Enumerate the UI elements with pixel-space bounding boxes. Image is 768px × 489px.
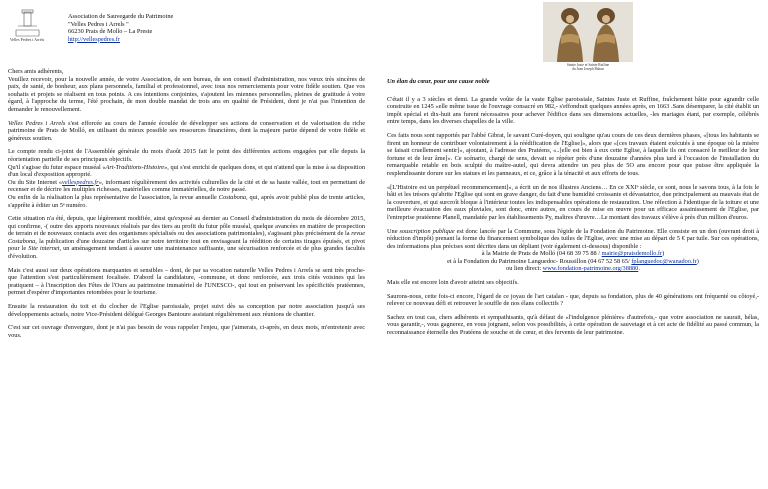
paragraph-report: Le compte rendu ci-joint de l'Assemblée générale du mois d'août 2015 fait le point des différentes actions engagées par elle depuis la réorientation partielle de ses principaux objectifs. Qu'il s'agisse du futur espace muséal «Art-Traditions-Histoire», qui s'est enrichi de quelques dons, et qui n'attend que la mise à sa disposition d'un local d'exposition approprié. Ou du Site Internet «vellespedres.fr», informant régulièrement des activités culturelles de la cité et de sa haute vallée, tout en permettant de recenser et de décrire les multiples richesses, matérielles comme immatérielles, de notre passé. Ou enfin de la réalisation la plus représentative de l'association, la revue annuelle Costabona, qui, après avoir publié plus de trente articles, s'apprête à éditer un 5ᵉ numéro. — [8, 148, 365, 209]
paragraph-history: C'était il y a 3 siècles et demi. La grande voûte de la vaste Eglise paroissiale, Saintes Juste et Ruffine, fraîchement bâtie pour agrandir celle construite en 1245 «elle même issue de l'ouvrage consacré en 982,- s'effondrait quelques années après, en 1663 .Sans désemparer, la cité établit un impôt spécial et dix-huit ans furent nécessaires pour achever l'édifice dans ses dimensions actuelles, -les mariages étant, par exemple, célébrés entre temps, dans les diverses chapelles de la ville. — [387, 95, 759, 126]
fondation-website-link[interactable]: www.fondation-patrimoine.org/38880 — [542, 265, 639, 273]
paragraph-appeal: Sachez en tout cas, chers adhérents et sympathisants, qu'à défaut de «l'indulgence plénière» d'autrefois,- que votre association ne saurait, hélas, vous garantir,-, vous gagnerez, en vous joignant, selon vos possibilités, à cette opération de sauvetage et à cet acte de fidélité au passé commun, la reconnaissance éternelle des Pratéens de souche et de cœur, et des fervents de leur patrimoine. — [387, 313, 759, 337]
left-column — [8, 68, 365, 345]
contact-mairie: à la Mairie de Prats de Molló (04 68 39 75 88 / mairie@pratsdemollo.fr) — [481, 250, 665, 258]
paragraph-restoration: Ensuite la restauration du toit et du clocher de l'Eglise paroissiale, projet suivi dès sa conception par notre association jusqu'à ses développements actuels, notre Vice-Président délégué Georges Bantoure assistant régulièrement aux réunions de chantier. — [8, 303, 365, 318]
org-address: 66230 Prats de Mollo – La Preste — [68, 28, 153, 36]
association-logo — [6, 8, 54, 56]
org-name: Association de Sauvegarde du Patrimoine — [68, 13, 174, 20]
site-internet-link[interactable]: vellespedres.fr — [62, 178, 99, 186]
right-column — [387, 78, 759, 343]
org-website-link[interactable]: http://vellespedres.fr — [68, 35, 120, 43]
logo-text: Velles Pedres i Arrels — [9, 37, 45, 42]
mairie-email-link[interactable]: mairie@pratsdemollo.fr — [601, 250, 663, 258]
paragraph-recommencement: «[L'Histoire est un perpétuel recommencement]», a écrit un de nos illustres Anciens… En ce XXIᵉ siècle, ce sont, nous le savons tous, à la fois le bâti et les trésors qu'abrite l'Eglise qui sont en grave danger, du fait d'une humidité croissante et dévastatrice, due principalement au mauvais état de la couverture, et qui surcroît bloque à l'intérieur toutes les indispensables opérations de restauration. Une réfection à l'identique de la toiture et une meilleure évacuation des eaux pluviales, sont donc, entre autres, en cours de mise en œuvre pour un efficace assainissement de l'Eglise, par l'entreprise pratéenne Planell, mandatée par les établissements Py, maîtres d'œuvre…Le montant des travaux s'élève à près d'un million d'euros. — [387, 183, 759, 221]
paragraph-gibrat: Ces faits nous sont rapportés par l'abbé Gibrat, le savant Curé-doyen, qui souligne qu'au cours de ces deux dernières phases, «[tous les habitants se firent un honneur de contribuer volontairement à la réédification de l'Eglise]», alors que «[ces travaux étaient exécutés à une époque où la misère se faisait cruellement sentir]», ajoutant, à l'adresse des Pratéens, «..[elle est bien à eux cette Eglise, à laquelle ils ont consacré le meilleur de leur fortune et de leur âme]». Ce scénario, chargé de sens, devait se répéter près d'une douzaine d'années plus tard à l'occasion de l'installation du remarquable retable en bois sculpté du maître-autel, qui devra attendre un peu plus de 5O ans encore pour que puisse être appliquée la resplendissante dorure sur les statues et les panneaux, et ce, grâce à la ténacité et aux efforts de tous. — [387, 131, 759, 177]
org-subtitle: "Velles Pedres i Arrels " — [68, 20, 129, 28]
fondation-email-link[interactable]: fplanguedoc@wanadoo.fr — [631, 257, 697, 265]
paragraph-actions: Velles Pedres i Arrels s'est efforcée au cours de l'année écoulée de développer ses actions de conservation et de valorisation du riche patrimoine de Prats de Molló, en utilisant du mieux possible ses ressources financières, dont la majeure partie dépend de votre fidèle et généreux soutien. — [8, 119, 366, 142]
paragraph-challenge: Saurons-nous, cette fois-ci encore, l'égard de ce joyau de l'art catalan - que, depuis sa fondation, plus de 40 générations ont fréquenté ou côtoyé,- relever ce nouveau défi et retrouver le souffle de nos élans collectifs ? — [387, 292, 759, 308]
paragraph-situation: Cette situation n'a été, depuis, que légèrement modifiée, ainsi qu'exposé au dernier au Conseil d'administration du mois de décembre 2015, qui confirme, -( outre des apports nouveaux réalisés par des tiers au profit du futur pôle muséal, quelque avancées en matière de prospection de terrain et de nouveaux contacts avec des organismes spécialisés ou des associations patrimoniales), s'agissant plus précisément de la revue Costabona, la publication d'une douzaine d'articles sur notre territoire tout en envisageant la réédition de certains tirages épuisés, et pivot pour le Site internet, un aménagement tendant à assurer une maintenance suffisante, une sécurisation renforcée et de plus grandes facultés d'évolution. — [8, 215, 365, 261]
paragraph-wishes: Veuillez recevoir, pour la nouvelle année, de votre Association, de son bureau, de son conseil d'administration, nos vœux très sincères de paix, de santé, de bonheur, aux plans personnels, familial et professionnel, avec tous nos remerciements pour votre fidèle soutien. Que vos souhaits et projets se réalisent en tous points. A ces intentions conjointes, s'ajoutent les miennes personnelles, pleines de gratitude à votre égard, à l'approche du terme, l'été prochain, de mon double mandat de trois ans en qualité de Président, dont je n'ai pas l'intention de demander le renouvellement. — [8, 75, 365, 113]
paragraph-subscription: Une souscription publique est donc lancée par la Commune, sous l'égide de la Fondation du Patrimoine. Elle consiste en un don (ouvrant droit à réduction d'impôt) prenant la forme du financement symbolique des tuiles de l'Eglise, avec une mise au départ de 5 € par tuile. Sur ces opérations, des informations plus précises sont décrites dans un dépliant (voir également ci-dessous) disponible : — [387, 227, 759, 250]
photo-caption: Sainte Juste et Sainte Ruffine du Jean Joseph Bahun — [566, 63, 610, 71]
paragraph-closing: C'est sur cet ouvrage d'envergure, dont je n'ai pas besoin de vous rappeler l'enjeu, que j'aimerais, ci-après, en deux mots, m'entretenir avec vous. — [8, 324, 365, 339]
church-statues-photo — [543, 2, 633, 70]
article-heading: Un élan du cœur, pour une cause noble — [387, 78, 490, 85]
contact-direct-link: ou lien direct: www.fondation-patrimoine.org/38880. — [506, 265, 640, 273]
paragraph-operations: Mais c'est aussi sur deux opérations marquantes et sensibles – dont, de par sa vocation naturelle Velles Pedres i Arrels se sent très proche- que l'attention s'est particulièrement focalisée. D'abord la candidature, -commune, et donc renforcée, aux trois cités voisines qui les pratiquent – à l'inscription des Fêtes de l'Ours au patrimoine immatériel de l'UNESCO-, qui tout en préservant les spécificités pratéennes, permet d'espérer d'importantes retombées pour le tourisme. — [8, 266, 365, 297]
statues-image — [543, 2, 633, 62]
organization-header — [68, 13, 173, 43]
greeting: Chers amis adhérents, — [8, 68, 64, 75]
paragraph-objectives: Mais elle est encore loin d'avoir atteint ses objectifs. — [387, 279, 519, 287]
contact-fondation: et à la Fondation du Patrimoine Languedoc- Roussillon (04 67 52 58 65/ fplanguedoc@wanadoo.fr) — [447, 257, 699, 265]
